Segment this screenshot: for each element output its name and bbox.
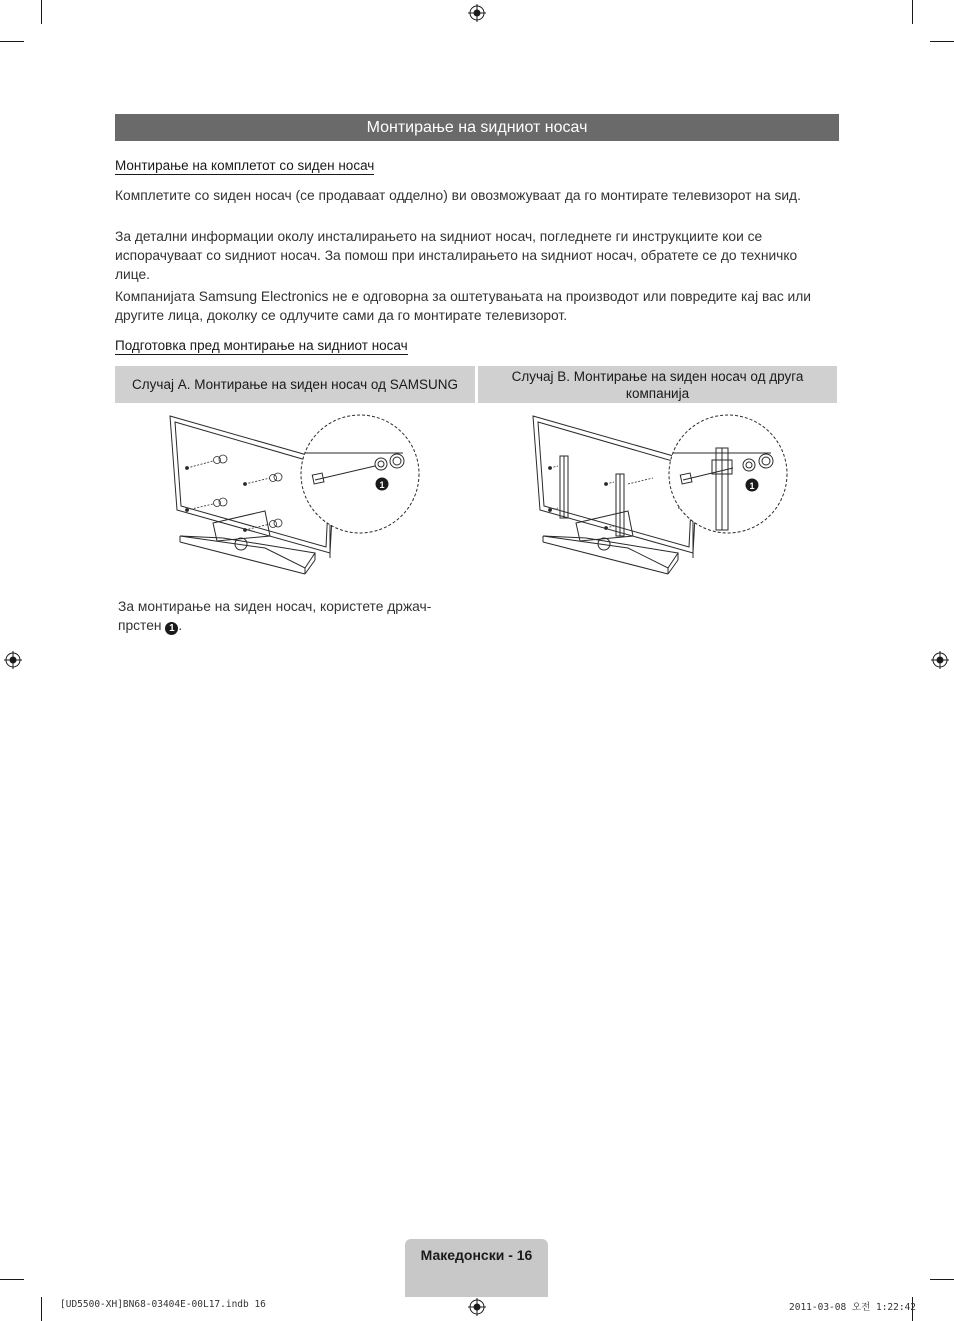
page-number-tab: Македонски - 16 [405, 1239, 548, 1297]
registration-mark-icon [468, 4, 486, 22]
crop-mark [41, 0, 42, 24]
section-heading-wall-mount-kit: Монтирање на комплетот со ѕиден носач [115, 158, 375, 173]
timestamp: 2011-03-08 오전 1:22:42 [789, 1302, 917, 1313]
section-heading-preparation: Подготовка пред монтирање на ѕидниот носач [115, 338, 408, 353]
callout-number: 1 [379, 480, 385, 490]
callout-badge: 1 [165, 622, 178, 635]
illustration-case-a [165, 408, 427, 588]
caption [118, 597, 463, 635]
crop-mark [41, 1297, 42, 1321]
paragraph: Компанијата Samsung Electronics не е одговорна за оштетувањата на производот или повредите кај вас или другите лица, доколку се одлучите сами да го монтирате телевизорот. [115, 289, 812, 323]
illustration-case-b [528, 408, 790, 588]
paragraph: За детални информации околу инсталирањето на ѕидниот носач, погледнете ги инструкциите кои се испорачуваат со ѕидниот носач. За помош при инсталирањето на ѕидниот носач, обратете се до техничко лице. [115, 229, 798, 282]
crop-mark [930, 41, 954, 42]
crop-mark [912, 0, 913, 24]
registration-mark-icon [4, 651, 22, 669]
caption-text: За монтирање на ѕиден носач, користете држач-прстен [118, 599, 432, 633]
callout-number: 1 [749, 481, 755, 491]
crop-mark [0, 41, 24, 42]
registration-mark-icon [931, 651, 949, 669]
crop-mark [930, 1279, 954, 1280]
caption-end: . [178, 618, 183, 633]
registration-mark-icon [468, 1298, 486, 1316]
case-a-header: Случај А. Монтирање на ѕиден носач од SAMSUNG [115, 366, 475, 403]
page-title: Монтирање на ѕидниот носач [115, 114, 839, 141]
crop-mark [0, 1279, 24, 1280]
paragraph: Комплетите со ѕиден носач (се продаваат одделно) ви овозможуваат да го монтирате телевизорот на ѕид. [115, 188, 801, 203]
file-info: [UD5500-XH]BN68-03404E-00L17.indb 16 [60, 1299, 266, 1310]
case-b-header: Случај В. Монтирање на ѕиден носач од друга компанија [478, 366, 837, 403]
